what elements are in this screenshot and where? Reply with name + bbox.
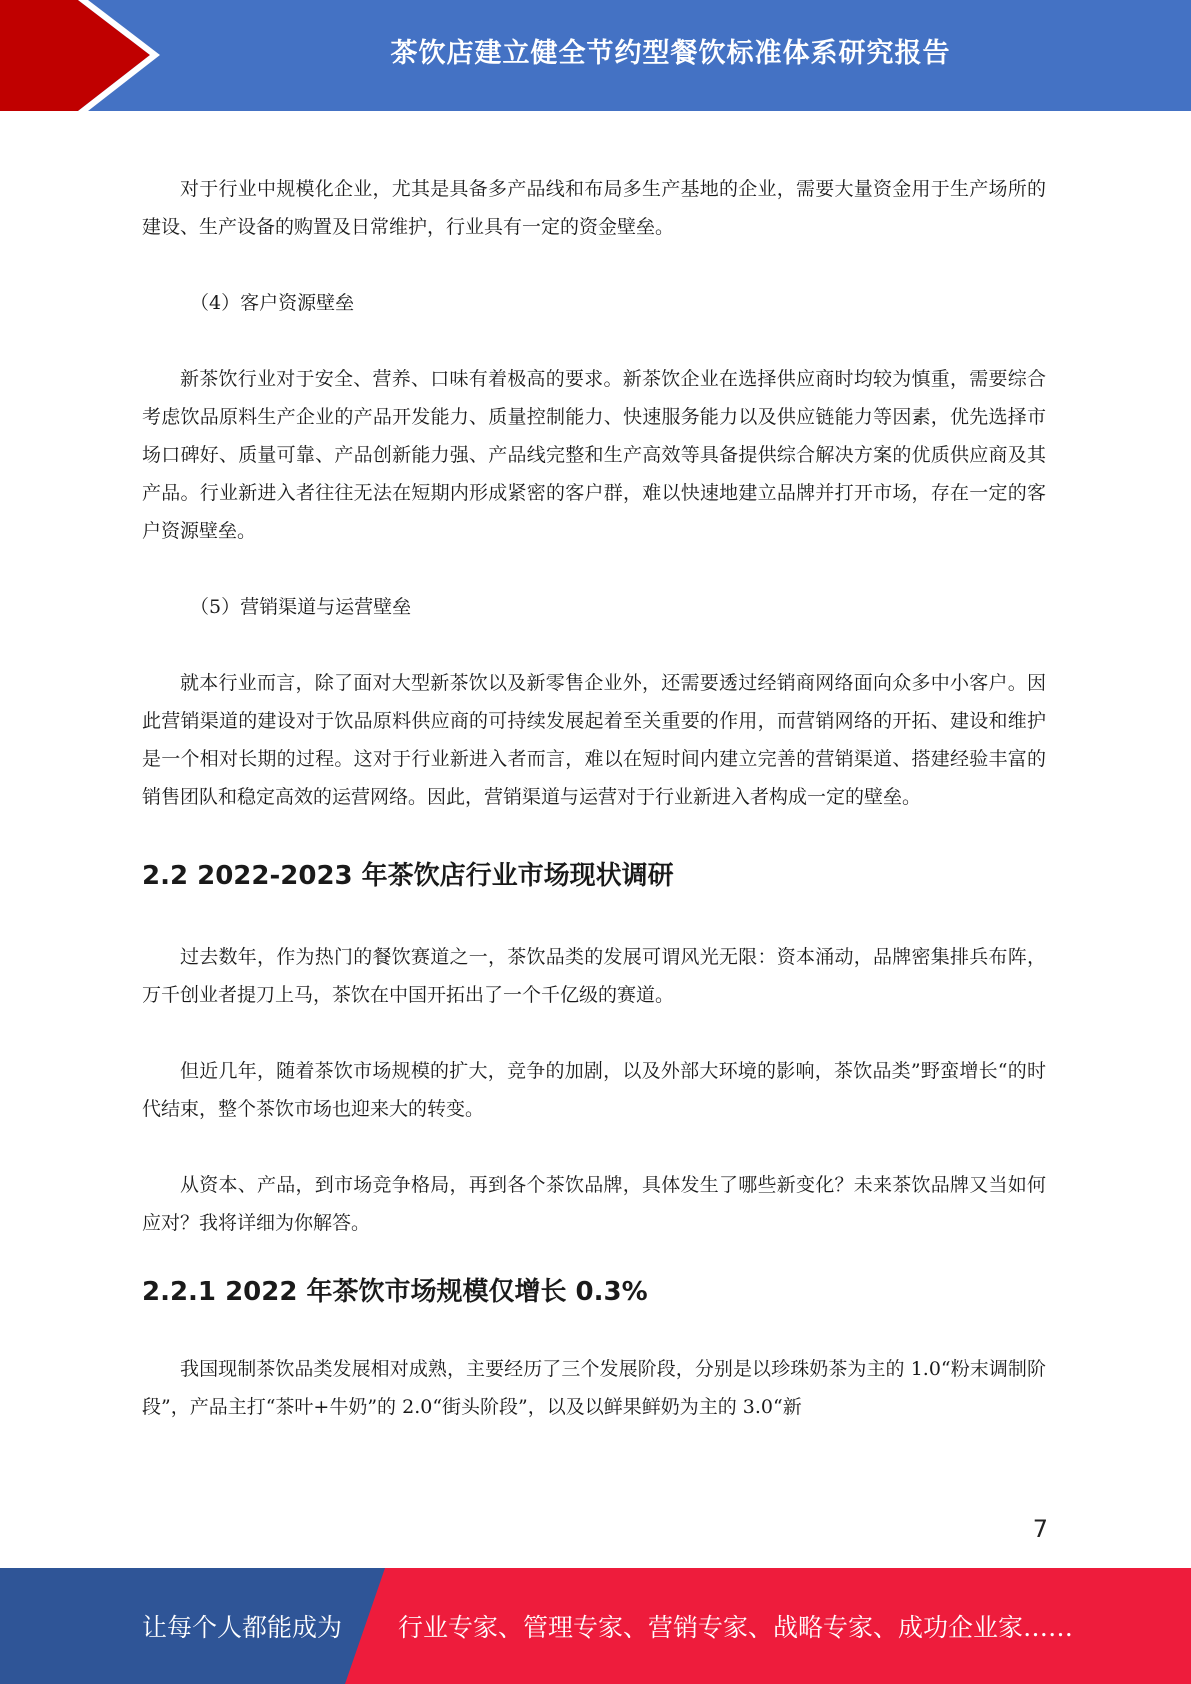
footer-slogan-right: 行业专家、管理专家、营销专家、战略专家、成功企业家…… [398,1613,1074,1642]
section-heading-2-2: 2.2 2022-2023 年茶饮店行业市场现状调研 [142,861,674,891]
section-heading-2-2-1: 2.2.1 2022 年茶饮市场规模仅增长 0.3% [142,1277,648,1307]
report-title: 茶饮店建立健全节约型餐饮标准体系研究报告 [390,37,951,69]
subheading-marketing-barrier: （5）营销渠道与运营壁垒 [190,596,412,618]
paragraph-capital-barrier: 对于行业中规模化企业，尤其是具备多产品线和布局多生产基地的企业，需要大量资金用于生产场所的建设、生产设备的购置及日常维护，行业具有一定的资金壁垒。 [142,178,1046,238]
paragraph-market-question: 从资本、产品，到市场竞争格局，再到各个茶饮品牌，具体发生了哪些新变化？未来茶饮品牌又当如何应对？我将详细为你解答。 [142,1174,1046,1234]
paragraph-customer-barrier: 新茶饮行业对于安全、营养、口味有着极高的要求。新茶饮企业在选择供应商时均较为慎重，需要综合考虑饮品原料生产企业的产品开发能力、质量控制能力、快速服务能力以及供应链能力等因素，优先选择市场口碑好、质量可靠、产品创新能力强、产品线完整和生产高效等具备提供综合解决方案的优质供应商及其产品。行业新进入者往往无法在短期内形成紧密的客户群，难以快速地建立品牌并打开市场，存在一定的客户资源壁垒。 [142,368,1046,542]
paragraph-market-change: 但近几年，随着茶饮市场规模的扩大，竞争的加剧，以及外部大环境的影响，茶饮品类”野蛮增长“的时代结束，整个茶饮市场也迎来大的转变。 [142,1060,1046,1120]
page-number: 7 [1032,1515,1048,1543]
page-header [0,0,1191,111]
document-body [142,170,1046,1426]
paragraph-market-intro: 过去数年，作为热门的餐饮赛道之一，茶饮品类的发展可谓风光无限：资本涌动，品牌密集排兵布阵，万千创业者提刀上马，茶饮在中国开拓出了一个千亿级的赛道。 [142,946,1046,1006]
paragraph-development-stages: 我国现制茶饮品类发展相对成熟，主要经历了三个发展阶段，分别是以珍珠奶茶为主的 1.0“粉末调制阶段”，产品主打“茶叶+牛奶”的 2.0“街头阶段”，以及以鲜果鲜奶为主的 3.0“新 [142,1358,1046,1418]
paragraph-marketing-barrier: 就本行业而言，除了面对大型新茶饮以及新零售企业外，还需要透过经销商网络面向众多中小客户。因此营销渠道的建设对于饮品原料供应商的可持续发展起着至关重要的作用，而营销网络的开拓、建设和维护是一个相对长期的过程。这对于行业新进入者而言，难以在短时间内建立完善的营销渠道、搭建经验丰富的销售团队和稳定高效的运营网络。因此，营销渠道与运营对于行业新进入者构成一定的壁垒。 [142,672,1046,808]
page-footer [0,1568,1191,1684]
footer-slogan-left: 让每个人都能成为 [142,1613,343,1642]
header-red-chevron [0,0,150,111]
subheading-customer-barrier: （4）客户资源壁垒 [190,292,355,314]
